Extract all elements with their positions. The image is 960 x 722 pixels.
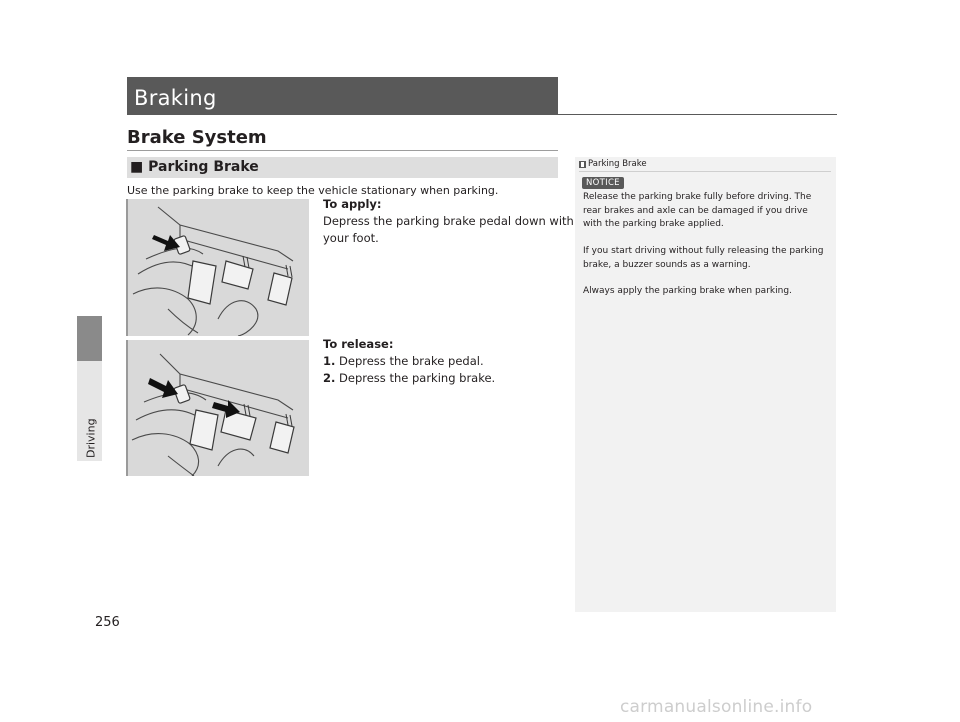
intro-text: Use the parking brake to keep the vehicle stationary when parking. [127,184,499,197]
notes-line: If you start driving without fully releasing the parking [583,246,824,256]
notes-paragraph-1 [583,191,831,232]
release-heading: To release: [323,337,394,351]
notes-line: Always apply the parking brake when parking. [583,286,792,296]
notes-line: with the parking brake applied. [583,219,724,229]
notes-line: Release the parking brake fully before driving. The [583,192,812,202]
apply-line-1: Depress the parking brake pedal down with [323,214,574,228]
subsection-label: Parking Brake [148,159,259,175]
release-step [323,370,495,387]
notes-paragraph-2 [583,245,831,272]
release-step [323,353,495,370]
apply-block [323,196,574,247]
side-tab-label: Driving [84,418,98,458]
release-step-text: Depress the brake pedal. [339,354,484,368]
apply-pedal-drawing [128,199,309,336]
notice-badge: NOTICE [582,177,624,189]
apply-heading: To apply: [323,197,382,211]
notes-line: brake, a buzzer sounds as a warning. [583,259,751,270]
subsection-title [130,159,259,175]
reference-icon [579,161,586,168]
notes-heading [579,159,647,169]
side-tab-marker [77,316,102,361]
notes-line: rear brakes and axle can be damaged if you drive [583,205,808,216]
chapter-header-rule [558,114,837,115]
footer-watermark: carmanualsonline.info [620,697,813,717]
apply-illustration [126,199,309,336]
notes-heading-text: Parking Brake [588,159,647,169]
release-pedal-drawing [128,340,309,476]
release-step-number: 1. [323,354,336,368]
release-step-number: 2. [323,371,336,385]
section-rule [127,150,558,151]
page-number: 256 [95,615,120,630]
notes-paragraph-3 [583,285,831,299]
apply-line-2: your foot. [323,231,379,245]
release-block [323,336,495,387]
release-step-text: Depress the parking brake. [339,371,496,385]
chapter-title: Braking [134,86,217,110]
notes-rule [579,171,831,172]
release-illustration [126,340,309,476]
section-title: Brake System [127,127,267,148]
subsection-marker: ■ [130,159,144,175]
